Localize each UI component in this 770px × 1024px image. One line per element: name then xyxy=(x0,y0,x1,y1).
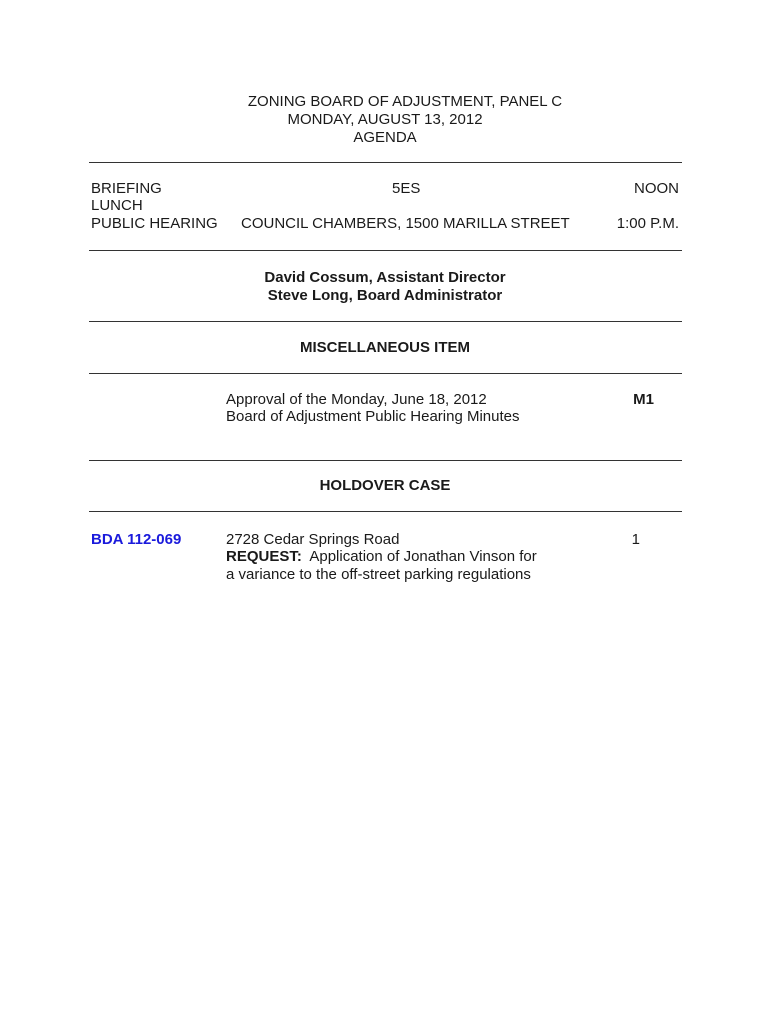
case-item-number: 1 xyxy=(631,531,640,548)
divider xyxy=(89,511,682,512)
staff-administrator: Steve Long, Board Administrator xyxy=(267,287,503,304)
misc-section-heading: MISCELLANEOUS ITEM xyxy=(299,339,470,356)
schedule-time-public-hearing: 1:00 P.M. xyxy=(616,215,679,232)
agenda-label: AGENDA xyxy=(353,129,417,146)
schedule-location-public-hearing: COUNCIL CHAMBERS, 1500 MARILLA STREET xyxy=(241,215,570,232)
case-request xyxy=(226,548,537,565)
case-id-link[interactable]: BDA 112-069 xyxy=(91,531,182,548)
misc-item-line1: Approval of the Monday, June 18, 2012 xyxy=(226,391,487,408)
divider xyxy=(89,250,682,251)
board-title: ZONING BOARD OF ADJUSTMENT, PANEL C xyxy=(247,93,563,110)
misc-item-code: M1 xyxy=(633,391,654,408)
meeting-date: MONDAY, AUGUST 13, 2012 xyxy=(287,111,483,128)
schedule-label-briefing: BRIEFING xyxy=(91,180,162,197)
staff-director: David Cossum, Assistant Director xyxy=(264,269,506,286)
schedule-label-lunch: LUNCH xyxy=(91,197,143,214)
holdover-section-heading: HOLDOVER CASE xyxy=(319,477,451,494)
divider xyxy=(89,460,682,461)
case-address: 2728 Cedar Springs Road xyxy=(226,531,400,548)
request-label: REQUEST: xyxy=(226,548,302,565)
misc-item-line2: Board of Adjustment Public Hearing Minutes xyxy=(226,408,520,425)
schedule-label-public-hearing: PUBLIC HEARING xyxy=(91,215,218,232)
divider xyxy=(89,373,682,374)
case-request-line2: a variance to the off-street parking regulations xyxy=(226,566,531,583)
divider xyxy=(89,321,682,322)
divider xyxy=(89,162,682,163)
schedule-location-briefing: 5ES xyxy=(392,180,421,197)
schedule-time-briefing: NOON xyxy=(634,180,679,197)
request-text: Application of Jonathan Vinson for xyxy=(309,548,537,565)
